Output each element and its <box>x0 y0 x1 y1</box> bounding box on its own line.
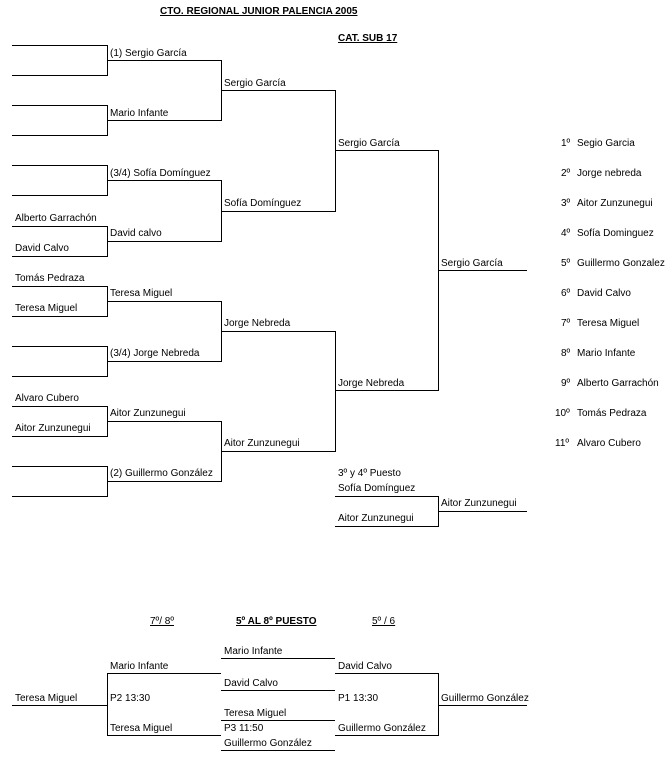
standing-name: Sofía Dominguez <box>577 228 654 239</box>
standing-pos: 9º <box>561 378 571 389</box>
p3-player: Mario Infante <box>224 646 283 657</box>
classification-title: 5º AL 8º PUESTO <box>236 616 317 627</box>
p3-player: David Calvo <box>224 678 278 689</box>
standing-name: Aitor Zunzunegui <box>577 198 653 209</box>
r1-line <box>12 316 108 317</box>
standing-pos: 4º <box>561 228 571 239</box>
p3-label: P3 11:50 <box>224 723 264 734</box>
third-place-player: Aitor Zunzunegui <box>338 513 414 524</box>
r1-line <box>12 165 108 166</box>
label-5-6: 5º / 6 <box>372 616 396 627</box>
standing-pos: 1º <box>561 138 571 149</box>
r2-player: (3/4) Sofía Domínguez <box>110 168 211 179</box>
r2-player: (2) Guillermo González <box>110 468 213 479</box>
p2-winner-line <box>12 705 108 706</box>
p2-line <box>107 735 221 736</box>
r2-player: Aitor Zunzunegui <box>110 408 186 419</box>
standing-pos: 6º <box>561 288 571 299</box>
champion: Sergio García <box>441 258 503 269</box>
r1-line <box>12 376 108 377</box>
standing-name: Guillermo Gonzalez <box>577 258 665 269</box>
p3-player: Teresa Miguel <box>224 708 287 719</box>
r1-line <box>12 226 108 227</box>
r2-line <box>107 481 221 482</box>
third-place-line <box>335 496 438 497</box>
r1-player: David Calvo <box>15 243 69 254</box>
r1-player: Alvaro Cubero <box>15 393 79 404</box>
third-place-winner-line <box>438 511 527 512</box>
p1-line <box>335 735 438 736</box>
p2-player: Mario Infante <box>110 661 169 672</box>
r1-line <box>12 286 108 287</box>
r2-player: Mario Infante <box>110 108 169 119</box>
r2-line <box>107 180 221 181</box>
standing-pos: 2º <box>561 168 571 179</box>
p2-label: P2 13:30 <box>110 693 151 704</box>
r2-line <box>107 241 221 242</box>
page-title: CTO. REGIONAL JUNIOR PALENCIA 2005 <box>160 6 358 17</box>
r2-line <box>107 60 221 61</box>
r2-player: Teresa Miguel <box>110 288 173 299</box>
third-place-player: Sofía Domínguez <box>338 483 416 494</box>
standing-name: Alvaro Cubero <box>577 438 641 449</box>
r1-player: Aitor Zunzunegui <box>15 423 91 434</box>
r2-line <box>107 361 221 362</box>
p2-winner: Teresa Miguel <box>15 693 78 704</box>
p2-player: Teresa Miguel <box>110 723 173 734</box>
r1-line <box>12 436 108 437</box>
qf-line <box>221 90 335 91</box>
r1-line <box>12 496 108 497</box>
final-line <box>438 270 527 271</box>
p1-line <box>335 673 438 674</box>
standing-name: Teresa Miguel <box>577 318 640 329</box>
r1-line <box>12 195 108 196</box>
qf-line <box>221 331 335 332</box>
sf-line <box>335 390 438 391</box>
qf-player: Sofía Domínguez <box>224 198 302 209</box>
standing-pos: 11º <box>555 438 570 449</box>
standing-pos: 3º <box>561 198 571 209</box>
qf-player: Aitor Zunzunegui <box>224 438 300 449</box>
r1-line <box>12 346 108 347</box>
r2-player: David calvo <box>110 228 162 239</box>
r1-line <box>12 406 108 407</box>
standing-pos: 7º <box>561 318 571 329</box>
p3-player: Guillermo González <box>224 738 312 749</box>
p1-label: P1 13:30 <box>338 693 379 704</box>
standing-name: Alberto Garrachón <box>577 378 659 389</box>
qf-connector <box>335 90 336 212</box>
qf-player: Sergio García <box>224 78 286 89</box>
p1-winner-line <box>438 705 527 706</box>
third-place-label: 3º y 4º Puesto <box>338 468 401 479</box>
p2-line <box>107 673 221 674</box>
third-place-winner: Aitor Zunzunegui <box>441 498 517 509</box>
standing-pos: 8º <box>561 348 571 359</box>
third-place-line <box>335 526 438 527</box>
r1-line <box>12 105 108 106</box>
r1-line <box>12 135 108 136</box>
standing-name: Jorge nebreda <box>577 168 642 179</box>
sf-line <box>335 150 438 151</box>
r1-line <box>12 256 108 257</box>
standing-pos: 5º <box>561 258 571 269</box>
standing-name: Tomás Pedraza <box>577 408 647 419</box>
p3-line <box>221 720 335 721</box>
r1-line <box>12 45 108 46</box>
p3-line <box>221 750 335 751</box>
r2-line <box>107 301 221 302</box>
qf-line <box>221 451 335 452</box>
r2-line <box>107 421 221 422</box>
standing-name: Segio Garcia <box>577 138 635 149</box>
standing-name: Mario Infante <box>577 348 636 359</box>
r1-line <box>12 75 108 76</box>
r1-player: Teresa Miguel <box>15 303 78 314</box>
p1-winner: Guillermo González <box>441 693 529 704</box>
qf-connector <box>335 331 336 452</box>
r2-line <box>107 120 221 121</box>
p1-player: Guillermo González <box>338 723 426 734</box>
standing-pos: 10º <box>555 408 570 419</box>
p1-player: David Calvo <box>338 661 392 672</box>
sf-player: Sergio García <box>338 138 400 149</box>
qf-player: Jorge Nebreda <box>224 318 291 329</box>
category-title: CAT. SUB 17 <box>338 33 398 44</box>
r1-player: Tomás Pedraza <box>15 273 85 284</box>
r1-player: Alberto Garrachón <box>15 213 97 224</box>
r2-player: (1) Sergio García <box>110 48 187 59</box>
sf-player: Jorge Nebreda <box>338 378 405 389</box>
label-7-8: 7º/ 8º <box>150 616 174 627</box>
standing-name: David Calvo <box>577 288 631 299</box>
p3-line <box>221 658 335 659</box>
p3-line <box>221 690 335 691</box>
r1-line <box>12 466 108 467</box>
r2-player: (3/4) Jorge Nebreda <box>110 348 200 359</box>
qf-line <box>221 211 335 212</box>
